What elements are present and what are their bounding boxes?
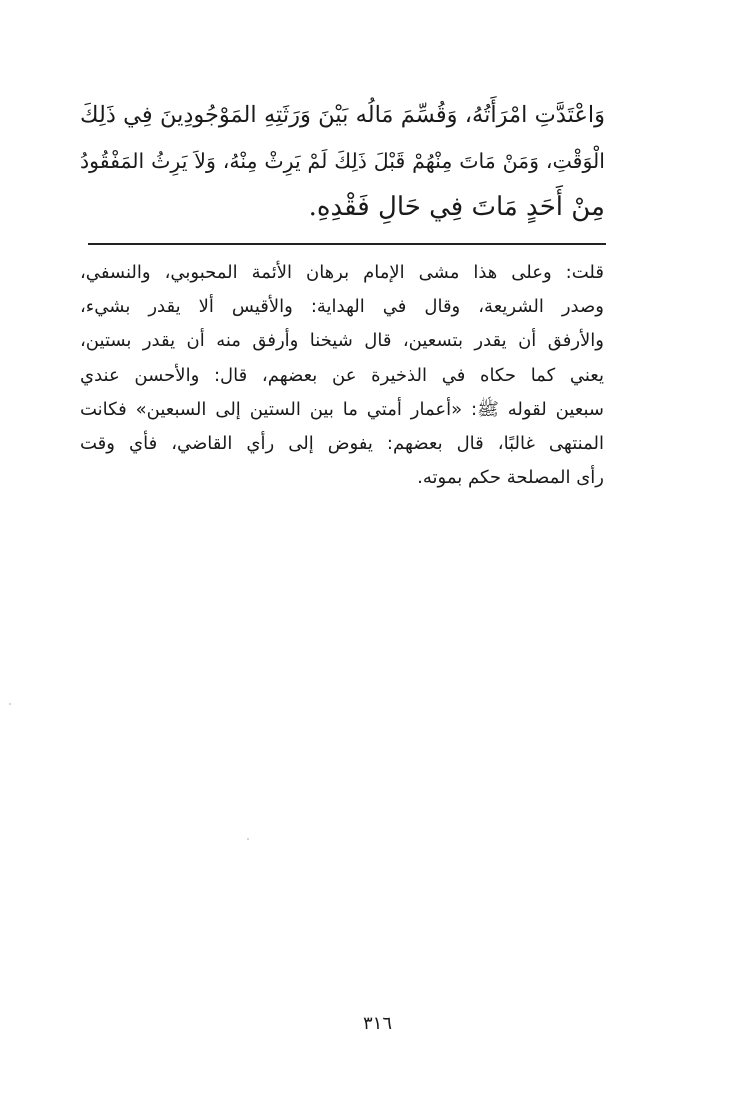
footnote-line: رأى المصلحة حكم بموته. — [417, 467, 604, 489]
main-text-line: الْوَقْتِ، وَمَنْ مَاتَ مِنْهُمْ قَبْلَ ذَلِكَ لَمْ يَرِثْ مِنْهُ، وَلاَ يَرِثُ المَفْقُودُ — [80, 149, 605, 173]
footnote-line: قلت: وعلى هذا مشى الإمام برهان الأئمة المحبوبي، والنسفي، — [80, 262, 604, 283]
main-text-line: مِنْ أَحَدٍ مَاتَ فِي حَالِ فَقْدِهِ. — [308, 192, 605, 222]
scan-speck — [9, 703, 11, 705]
footnote-line: المنتهى غالبًا، قال بعضهم: يفوض إلى رأي القاضي، فأي وقت — [80, 432, 604, 454]
footnote-line: سبعين لقوله ﷺ: «أعمار أمتي ما بين الستين إلى السبعين» فكانت — [80, 398, 604, 420]
footnote-line: يعني كما حكاه في الذخيرة عن بعضهم، قال: والأحسن عندي — [80, 364, 604, 386]
footnote-line: وصدر الشريعة، وقال في الهداية: والأقيس ألا يقدر بشيء، — [80, 296, 604, 318]
scan-speck — [247, 838, 249, 840]
footnote-block — [80, 256, 604, 495]
page-number: ٣١٦ — [362, 1013, 392, 1034]
footnote-separator-rule — [88, 243, 606, 245]
footnote-line: والأرفق أن يقدر بتسعين، قال شيخنا وأرفق منه أن يقدر بستين، — [80, 330, 604, 352]
main-text-block — [80, 92, 605, 230]
main-text-line: وَاعْتَدَّتِ امْرَأَتُهُ، وَقُسِّمَ مَالُه بَيْنَ وَرَثَتِهِ المَوْجُودِينَ فِي ذَلِكَ — [80, 102, 605, 128]
